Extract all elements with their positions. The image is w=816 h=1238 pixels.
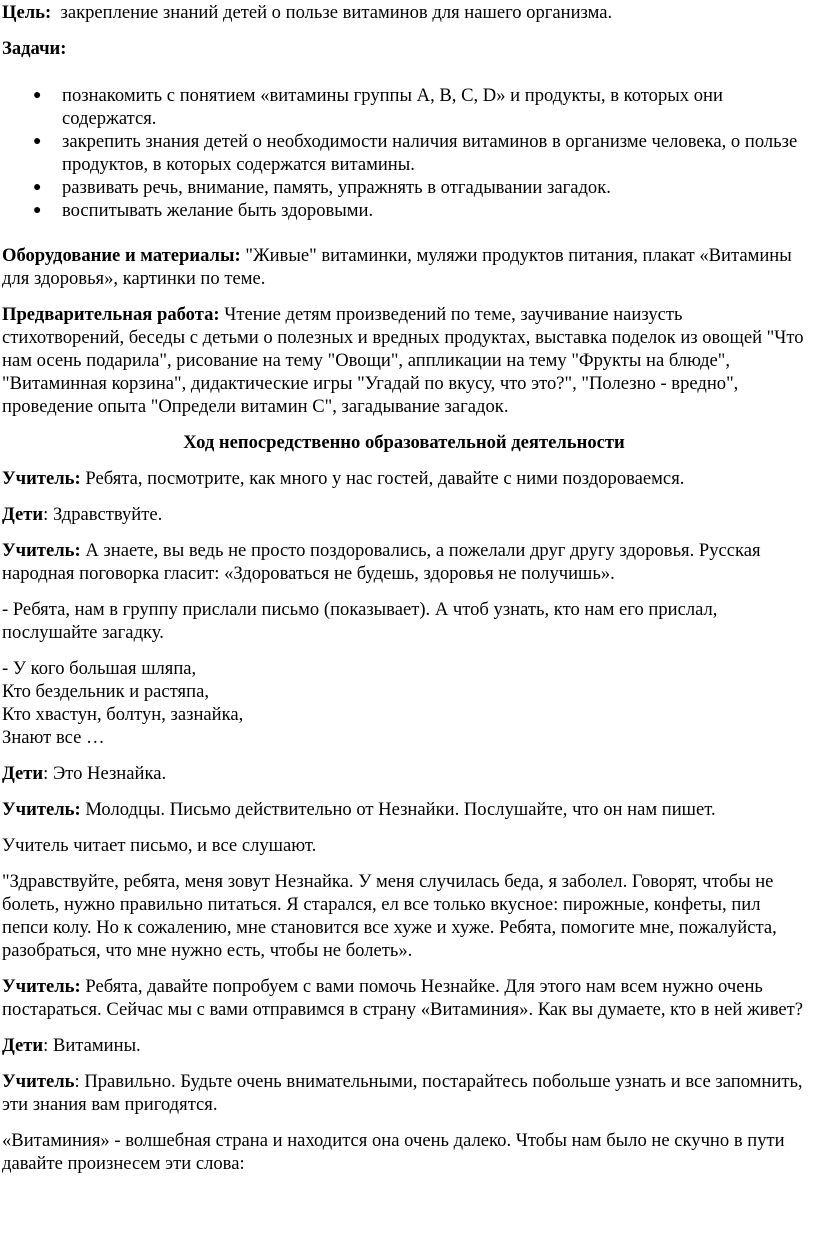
- bullet-icon: ●: [33, 88, 42, 103]
- bullet-icon: ●: [33, 134, 42, 149]
- document-page: [0, 1, 816, 1238]
- task-item: ● развивать речь, внимание, память, упражнять в отгадывании загадок.: [33, 177, 611, 198]
- riddle: [2, 657, 806, 749]
- preliminary-paragraph: [2, 303, 806, 418]
- speaker-teacher: Учитель:: [2, 540, 81, 561]
- narration-line: Учитель читает письмо, и все слушают.: [2, 835, 317, 856]
- dialogue-line: Дети: Здравствуйте.: [2, 504, 163, 525]
- riddle-line: - У кого большая шляпа,: [2, 658, 197, 679]
- task-item: ● познакомить с понятием «витамины группы А, В, С, D» и продукты, в которых они содержатся.: [33, 85, 723, 129]
- equipment-text: "Живые" витаминки, муляжи продуктов питания, плакат «Витамины для здоровья», картинки по теме.: [2, 245, 792, 289]
- riddle-line: Кто бездельник и растяпа,: [2, 681, 209, 702]
- task-item: ● воспитывать желание быть здоровыми.: [33, 200, 374, 221]
- task-item: ● закрепить знания детей о необходимости наличия витаминов в организме человека, о пользе продуктов, в которых содержатся витамины.: [33, 131, 798, 175]
- speaker-teacher: Учитель:: [2, 799, 81, 820]
- dialogue-line: Учитель: Ребята, давайте попробуем с вами помочь Незнайке. Для этого нам всем нужно очень постараться. Сейчас мы с вами отправимся в страну «Витаминия». Как вы думаете, кто в ней живет?: [2, 976, 804, 1020]
- riddle-line: Кто хвастун, болтун, зазнайка,: [2, 704, 244, 725]
- speaker-teacher: Учитель: [2, 1071, 75, 1092]
- tasks-heading: [2, 37, 806, 60]
- tasks-list: [2, 84, 806, 222]
- section-title: Ход непосредственно образовательной деятельности: [183, 432, 625, 453]
- bullet-icon: ●: [33, 203, 42, 218]
- bullet-icon: ●: [33, 180, 42, 195]
- goal-text: закрепление знаний детей о пользе витаминов для нашего организма.: [60, 2, 613, 23]
- preliminary-text: Чтение детям произведений по теме, заучивание наизусть стихотворений, беседы с детьми о полезных и вредных продуктах, выставка поделок из овощей "Что нам осень подарила", рисование на тему "Овощи", аппликации на тему "Фрукты на блюде", "Витаминная корзина", дидактические игры "Угадай по вкусу, что это?", "Полезно - вредно", проведение опыта "Определи витамин С", загадывание загадок.: [2, 304, 804, 417]
- dialogue-line: Дети: Витамины.: [2, 1035, 141, 1056]
- dialogue-line: Учитель: Молодцы. Письмо действительно от Незнайки. Послушайте, что он нам пишет.: [2, 799, 716, 820]
- speaker-children: Дети: [2, 1035, 44, 1056]
- riddle-line: Знают все …: [2, 727, 105, 748]
- speaker-children: Дети: [2, 763, 44, 784]
- goal-paragraph: [2, 1, 806, 24]
- dialogue-line: Дети: Это Незнайка.: [2, 763, 167, 784]
- equipment-label: Оборудование и материалы:: [2, 245, 241, 266]
- equipment-paragraph: [2, 244, 806, 290]
- dialogue-line: Учитель: А знаете, вы ведь не просто поздоровались, а пожелали друг другу здоровья. Русская народная поговорка гласит: «Здороваться не будешь, здоровья не получишь».: [2, 540, 761, 584]
- narration-line: «Витаминия» - волшебная страна и находится она очень далеко. Чтобы нам было не скучно в пути давайте произнесем эти слова:: [2, 1130, 785, 1174]
- speaker-children: Дети: [2, 504, 44, 525]
- letter-text: "Здравствуйте, ребята, меня зовут Незнайка. У меня случилась беда, я заболел. Говорят, чтобы не болеть, нужно правильно питаться. Я старался, ел все только вкусное: пирожные, конфеты, пил пепси колу. Но к сожалению, мне становится все хуже и хуже. Ребята, помогите мне, пожалуйста, разобраться, что мне нужно есть, чтобы не болеть».: [2, 871, 777, 961]
- dialogue-line: Учитель: Правильно. Будьте очень внимательными, постарайтесь побольше узнать и все запомнить, эти знания вам пригодятся.: [2, 1071, 803, 1115]
- tasks-label: Задачи:: [2, 38, 67, 59]
- speaker-teacher: Учитель:: [2, 976, 81, 997]
- speaker-teacher: Учитель:: [2, 468, 81, 489]
- goal-label: Цель:: [2, 2, 52, 23]
- dialogue-line: Учитель: Ребята, посмотрите, как много у нас гостей, давайте с ними поздороваемся.: [2, 468, 685, 489]
- dialogue-line: - Ребята, нам в группу прислали письмо (показывает). А чтоб узнать, кто нам его прислал, послушайте загадку.: [2, 599, 718, 643]
- preliminary-label: Предварительная работа:: [2, 304, 220, 325]
